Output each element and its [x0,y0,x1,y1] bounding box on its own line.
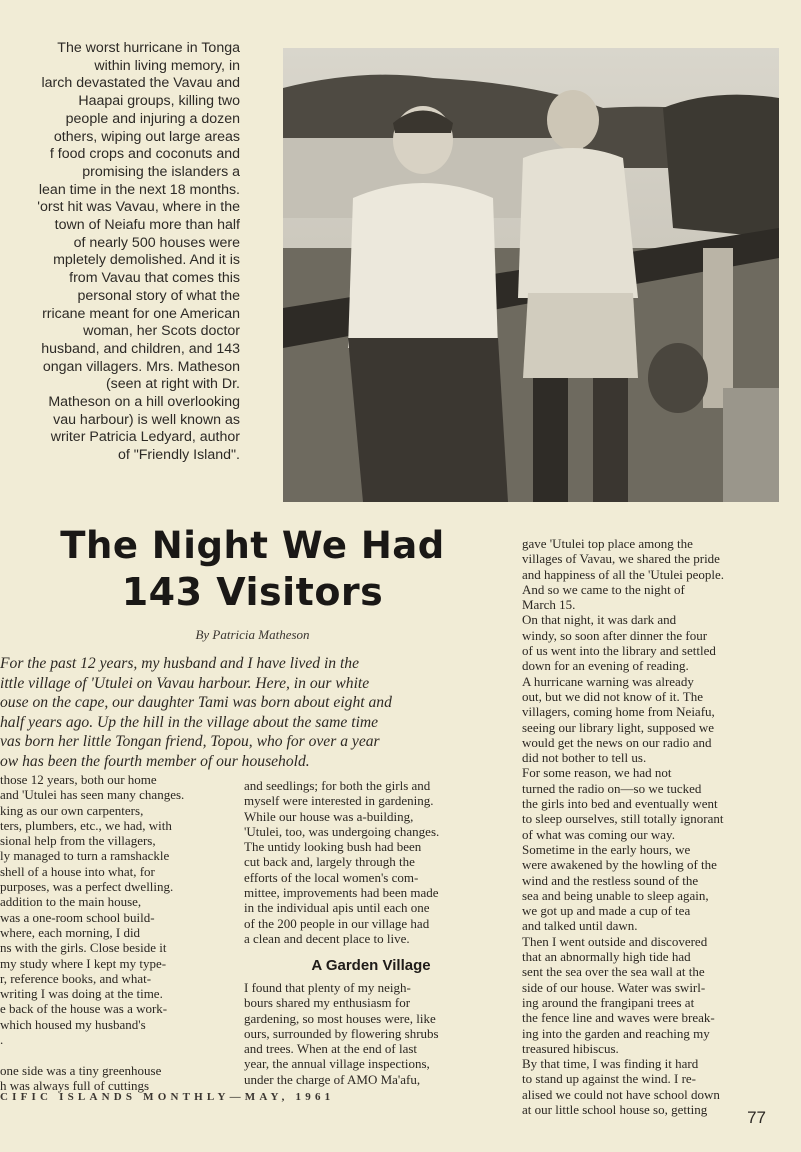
text-line: one side was a tiny greenhouse [0,1062,162,1078]
text-line: which housed my husband's [0,1016,146,1032]
text-line: to stand up against the wind. I re- [522,1071,697,1087]
column-2-continued [244,980,498,1087]
text-line: For some reason, we had not [522,765,672,781]
photo-image [283,48,779,502]
intro-line: from Vavau that comes this [69,270,240,287]
text-line: under the charge of AMO Ma'afu, [244,1071,421,1087]
text-line: alised we could not have school down [522,1086,720,1102]
text-line: The untidy looking bush had been [244,839,422,855]
text-line: myself were interested in gardening. [244,793,434,809]
text-line: turned the radio on—so we tucked [522,780,702,796]
text-line: those 12 years, both our home [0,772,157,787]
text-line: And so we came to the night of [522,581,685,597]
text-line: villagers, coming home from Neiafu, [522,704,715,720]
intro-line: The worst hurricane in Tonga [57,40,240,56]
text-line: bours shared my enthusiasm for [244,995,411,1011]
text-line: of us went into the library and settled [522,643,716,659]
text-line: the girls into bed and eventually went [522,796,718,812]
text-line: sional help from the villagers, [0,833,156,849]
text-line: and trees. When at the end of last [244,1041,418,1057]
text-line: my study where I kept my type- [0,955,167,971]
text-line: we got up and made a cup of tea [522,903,691,919]
page-number: 77 [747,1108,766,1127]
intro-line: larch devastated the Vavau and [41,75,240,92]
intro-line: Matheson on a hill overlooking [48,394,240,411]
intro-line: mpletely demolished. And it is [53,252,240,269]
headline-line-1: The Night We Had [60,524,445,567]
text-line: e back of the house was a work- [0,1001,168,1017]
text-line: mittee, improvements had been made [244,885,439,901]
text-line: windy, so soon after dinner the four [522,627,708,643]
text-line: writing I was doing at the time. [0,986,163,1002]
intro-line: town of Neiafu more than half [54,217,240,234]
text-line: sea and being unable to sleep again, [522,887,709,903]
text-line: h was always full of cuttings [0,1077,150,1093]
text-line: ours, surrounded by flowering shrubs [244,1025,439,1041]
text-line: of the 200 people in our village had [244,915,430,931]
column-1 [0,772,222,1093]
intro-caption [0,40,240,465]
text-line: . [0,1032,4,1048]
text-line: 'Utulei, too, was undergoing changes. [244,823,440,839]
intro-line: promising the islanders a [82,163,240,180]
text-line: March 15. [522,597,576,613]
text-line: A hurricane warning was already [522,673,694,689]
text-line: Sometime in the early hours, we [522,841,691,857]
text-line: gardening, so most houses were, like [244,1010,436,1026]
intro-line: within living memory, in [94,57,240,74]
text-line: treasured hibiscus. [522,1040,619,1056]
intro-line: writer Patricia Ledyard, author [50,429,240,446]
lead-line: vas born her little Tongan friend, Topou, who for over a year [0,733,380,751]
byline: By Patricia Matheson [195,627,310,642]
text-line: and talked until dawn. [522,918,638,934]
text-line: Then I went outside and discovered [522,933,708,949]
intro-line: lean time in the next 18 months. [38,181,240,198]
text-line: sent the sea over the sea wall at the [522,964,705,980]
text-line: year, the annual village inspections, [244,1056,430,1072]
text-line: did not bother to tell us. [522,750,647,766]
text-line: and happiness of all the 'Utulei people. [522,566,724,582]
text-line: wind and the restless sound of the [522,872,699,888]
lead-line: ow has been the fourth member of our household. [0,752,310,770]
lead-line: ouse on the cape, our daughter Tami was born about eight and [0,694,392,712]
text-line: where, each morning, I did [0,924,141,940]
text-line: ly managed to turn a ramshackle [0,848,170,864]
text-line: ing into the garden and reaching my [522,1025,710,1041]
text-line: was a one-room school build- [0,909,155,925]
intro-line: husband, and children, and 143 [41,340,240,357]
text-line: a clean and decent place to live. [244,930,410,946]
text-line: seeing our library light, supposed we [522,719,715,735]
headline [0,523,505,615]
intro-line: 'orst hit was Vavau, where in the [37,199,240,216]
intro-line: ongan villagers. Mrs. Matheson [42,358,240,375]
text-line: were awakened by the howling of the [522,857,717,873]
text-line: and 'Utulei has seen many changes. [0,787,185,803]
text-line: in the individual apis until each one [244,900,430,916]
text-line: and seedlings; for both the girls and [244,778,431,793]
intro-line: of "Friendly Island". [117,447,240,464]
photo [283,48,779,502]
intro-line: vau harbour) is well known as [53,411,240,428]
text-line: of what was coming our way. [522,826,675,842]
headline-line-2: 143 Visitors [121,570,384,614]
text-line: out, but we did not know of it. The [522,688,704,704]
lead-paragraph [0,654,480,772]
text-line: cut back and, largely through the [244,854,415,870]
text-line: king as our own carpenters, [0,802,144,818]
text-line: side of our house. Water was swirl- [522,979,706,995]
text-line: gave 'Utulei top place among the [522,536,693,551]
text-line: ters, plumbers, etc., we had, with [0,817,172,833]
text-line: down for an evening of reading. [522,658,689,674]
text-line: shell of a house into what, for [0,863,155,879]
intro-line: rricane meant for one American [42,305,240,322]
intro-line: woman, her Scots doctor [83,323,240,340]
text-line: ns with the girls. Close beside it [0,940,167,956]
text-line: efforts of the local women's com- [244,869,419,885]
text-line: at our little school house so, getting [522,1101,708,1117]
text-line: r, reference books, and what- [0,970,152,986]
lead-line: For the past 12 years, my husband and I have lived in the [0,655,360,672]
intro-line: personal story of what the [77,287,240,304]
text-line: By that time, I was finding it hard [522,1056,699,1072]
text-line: to sleep ourselves, still totally ignorant [522,811,724,827]
text-line: addition to the main house, [0,894,142,910]
lead-line: ittle village of 'Utulei on Vavau harbour. Here, in our white [0,674,370,692]
text-line: the fence line and waves were break- [522,1010,715,1026]
column-3 [522,536,776,1117]
column-2 [244,778,498,946]
text-line: While our house was a-building, [244,808,414,824]
lead-line: half years ago. Up the hill in the village about the same time [0,713,379,731]
text-line: ing around the frangipani trees at [522,994,695,1010]
text-line: that an abnormally high tide had [522,949,691,965]
text-line: would get the news on our radio and [522,734,712,750]
intro-line: others, wiping out large areas [53,128,240,145]
intro-line: (seen at right with Dr. [105,376,240,393]
text-line [0,1047,222,1062]
intro-line: Haapai groups, killing two [78,93,240,110]
text-line: purposes, was a perfect dwelling. [0,879,174,895]
text-line: On that night, it was dark and [522,612,677,628]
intro-line: of nearly 500 houses were [73,234,240,251]
intro-line: people and injuring a dozen [65,110,240,127]
subheading: A Garden Village [311,957,431,974]
text-line: villages of Vavau, we shared the pride [522,551,720,567]
intro-line: f food crops and coconuts and [49,146,240,163]
footer-masthead: CIFIC ISLANDS MONTHLY—MAY, 1961 [0,1091,335,1103]
text-line: I found that plenty of my neigh- [244,980,411,995]
